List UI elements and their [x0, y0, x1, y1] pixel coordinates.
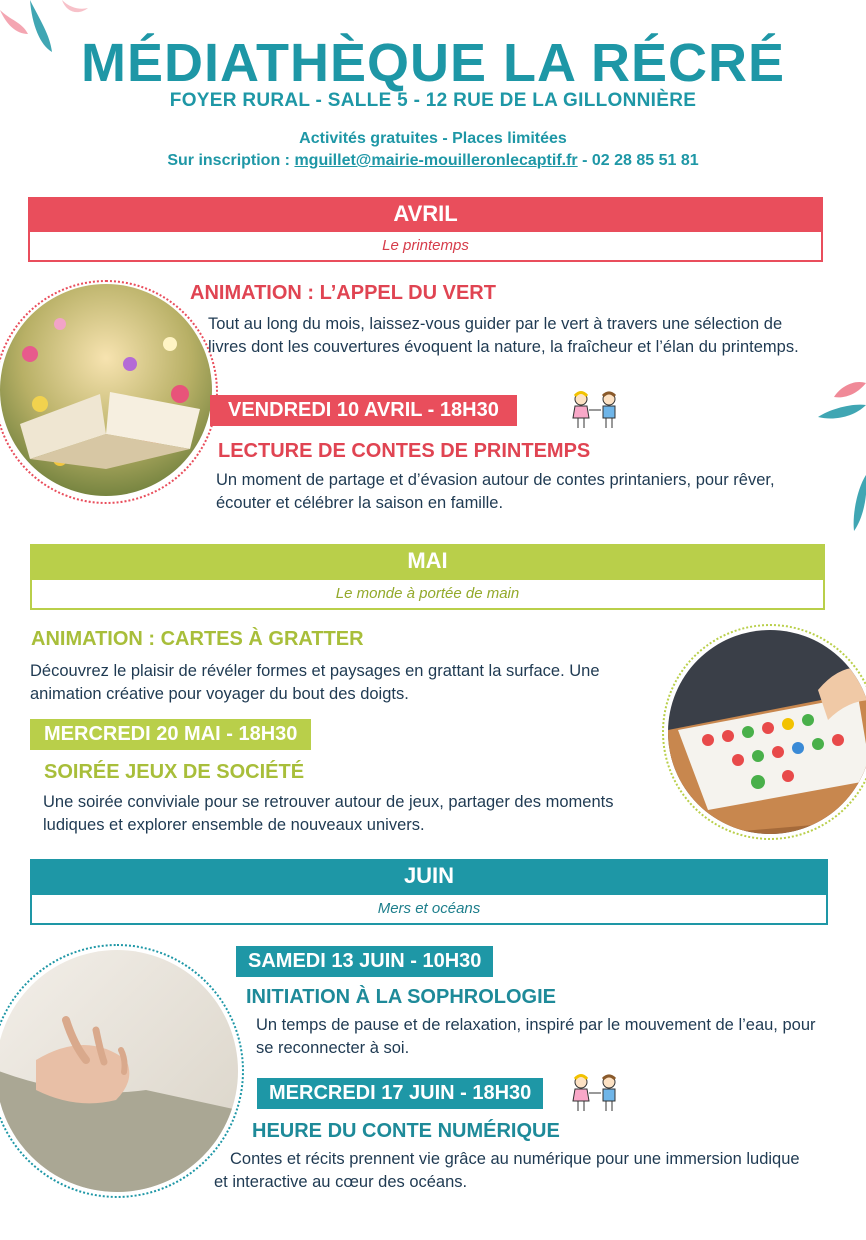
event-title: SOIRÉE JEUX DE SOCIÉTÉ	[44, 761, 305, 783]
board-game-photo	[668, 630, 866, 834]
meditation-hand-photo	[0, 950, 238, 1192]
contact-line	[0, 152, 866, 170]
email-link[interactable]: mguillet@mairie-mouilleronlecaptif.fr	[294, 152, 578, 169]
page-title: MÉDIATHÈQUE LA RÉCRÉ	[80, 33, 786, 93]
month-juin-theme: Mers et océans	[30, 893, 828, 925]
address-subtitle: FOYER RURAL - SALLE 5 - 12 RUE DE LA GILLONNIÈRE	[169, 90, 697, 111]
event-text: Une soirée conviviale pour se retrouver autour de jeux, partager des moments ludiques et explorer ensemble de nouveaux univers.	[43, 793, 614, 834]
animation-text: Découvrez le plaisir de révéler formes et paysages en grattant la surface. Une animation créative pour voyager du bout des doigts.	[30, 662, 600, 703]
animation-title: ANIMATION : L’APPEL DU VERT	[190, 282, 496, 304]
event-text: Contes et récits prennent vie grâce au numérique pour une immersion ludique et interactive au cœur des océans.	[214, 1150, 800, 1191]
event-text: Un moment de partage et d’évasion autour de contes printaniers, pour rêver, écouter et célébrer la saison en famille.	[216, 471, 775, 512]
event-title: INITIATION À LA SOPHROLOGIE	[246, 986, 556, 1008]
animation-title: ANIMATION : CARTES À GRATTER	[31, 628, 364, 650]
event-text: Un temps de pause et de relaxation, inspiré par le mouvement de l’eau, pour se reconnecter à soi.	[256, 1016, 816, 1057]
event-title: LECTURE DE CONTES DE PRINTEMPS	[218, 440, 591, 462]
event-date-badge: MERCREDI 20 MAI - 18H30	[30, 719, 311, 750]
month-avril-header: AVRIL	[28, 197, 823, 231]
phone: - 02 28 85 51 81	[582, 152, 699, 169]
kids-icon	[565, 390, 629, 430]
month-avril-theme: Le printemps	[28, 230, 823, 262]
leaf-decoration-icon	[816, 375, 866, 535]
event-date-badge: SAMEDI 13 JUIN - 10H30	[236, 946, 493, 977]
event-title: HEURE DU CONTE NUMÉRIQUE	[252, 1120, 560, 1142]
month-mai-theme: Le monde à portée de main	[30, 578, 825, 610]
info-line: Activités gratuites - Places limitées	[299, 130, 567, 147]
month-juin-header: JUIN	[30, 859, 828, 893]
animation-text: Tout au long du mois, laissez-vous guider par le vert à travers une sélection de livres dont les couvertures évoquent la nature, la fraîcheur et l’élan du printemps.	[208, 315, 799, 356]
contact-prefix: Sur inscription :	[167, 152, 290, 169]
event-date-badge: VENDREDI 10 AVRIL - 18H30	[210, 395, 517, 426]
month-mai-header: MAI	[30, 544, 825, 578]
kids-icon	[565, 1073, 629, 1113]
book-flowers-photo	[0, 284, 212, 496]
event-date-badge: MERCREDI 17 JUIN - 18H30	[257, 1078, 543, 1109]
